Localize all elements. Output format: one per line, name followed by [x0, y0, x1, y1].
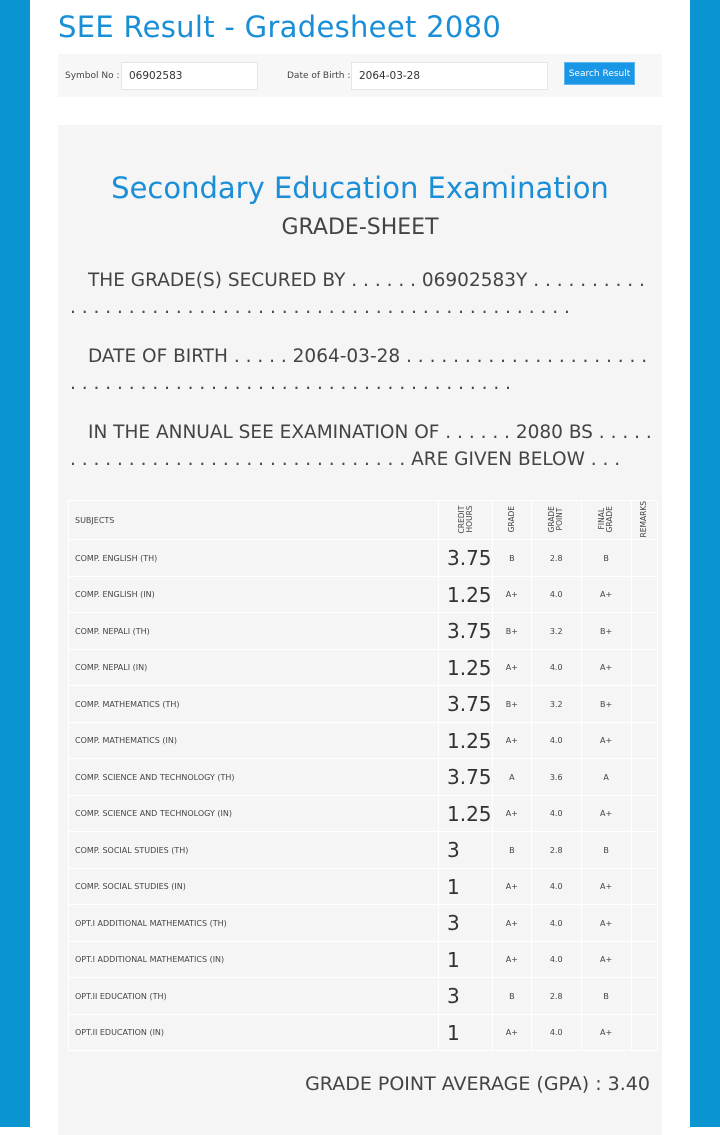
subject-cell: OPT.II EDUCATION (TH): [69, 978, 439, 1015]
subject-cell: COMP. SCIENCE AND TECHNOLOGY (IN): [69, 795, 439, 832]
subject-cell: COMP. SOCIAL STUDIES (IN): [69, 868, 439, 905]
column-header-label: FINAL GRADE: [597, 506, 615, 533]
right-border: [690, 0, 720, 1127]
table-row: [69, 795, 658, 832]
grade-sheet-heading: GRADE-SHEET: [281, 215, 439, 240]
grade-cell: B: [493, 978, 532, 1015]
column-header-label: REMARKS: [639, 501, 649, 538]
gpa: GRADE POINT AVERAGE (GPA) : 3.40: [305, 1073, 650, 1095]
search-form: [58, 54, 662, 97]
search-result-button[interactable]: Search Result: [564, 62, 635, 85]
credit-hours-cell: 1: [439, 941, 493, 978]
credit-hours-cell: 3: [439, 832, 493, 869]
final-grade-cell: B+: [581, 613, 631, 650]
credit-hours-cell: 1.25: [439, 576, 493, 613]
remarks-cell: [631, 978, 657, 1015]
grade-point-cell: 4.0: [531, 1014, 581, 1051]
credit-hours-cell: 3: [439, 905, 493, 942]
grade-point-cell: 4.0: [531, 905, 581, 942]
grade-point-cell: 2.8: [531, 540, 581, 577]
credit-hours-cell: 1: [439, 868, 493, 905]
remarks-cell: [631, 905, 657, 942]
column-header: [581, 501, 631, 540]
final-grade-cell: B+: [581, 686, 631, 723]
grade-point-cell: 3.6: [531, 759, 581, 796]
grade-point-cell: 3.2: [531, 686, 581, 723]
remarks-cell: [631, 576, 657, 613]
subject-cell: COMP. SCIENCE AND TECHNOLOGY (TH): [69, 759, 439, 796]
table-row: [69, 540, 658, 577]
grade-cell: A+: [493, 905, 532, 942]
final-grade-cell: A+: [581, 722, 631, 759]
exam-heading: Secondary Education Examination: [111, 171, 609, 205]
credit-hours-cell: 3.75: [439, 686, 493, 723]
column-header-label: CREDIT HOURS: [456, 505, 474, 534]
grade-cell: A+: [493, 868, 532, 905]
subject-cell: COMP. ENGLISH (TH): [69, 540, 439, 577]
dob-label: Date of Birth :: [287, 71, 351, 81]
final-grade-cell: B: [581, 832, 631, 869]
credit-hours-cell: 3.75: [439, 613, 493, 650]
remarks-cell: [631, 722, 657, 759]
grade-cell: A+: [493, 795, 532, 832]
credit-hours-cell: 1.25: [439, 795, 493, 832]
table-row: [69, 868, 658, 905]
grade-point-cell: 2.8: [531, 832, 581, 869]
grade-cell: B: [493, 540, 532, 577]
subject-cell: OPT.I ADDITIONAL MATHEMATICS (IN): [69, 941, 439, 978]
grade-point-cell: 4.0: [531, 868, 581, 905]
final-grade-cell: B: [581, 540, 631, 577]
exam-line: IN THE ANNUAL SEE EXAMINATION OF . . . . . . 2080 BS . . . . . . . . . . . . . . . . . . . . . . . . . . . . . . . . . . ARE GIVEN BELOW . . .: [70, 422, 652, 470]
table-row: [69, 686, 658, 723]
credit-hours-cell: 3: [439, 978, 493, 1015]
table-row: [69, 905, 658, 942]
subject-cell: COMP. ENGLISH (IN): [69, 576, 439, 613]
final-grade-cell: B: [581, 978, 631, 1015]
table-row: [69, 759, 658, 796]
grade-cell: B+: [493, 686, 532, 723]
final-grade-cell: A+: [581, 905, 631, 942]
table-row: [69, 941, 658, 978]
subject-cell: COMP. MATHEMATICS (IN): [69, 722, 439, 759]
remarks-cell: [631, 1014, 657, 1051]
left-border: [0, 0, 30, 1127]
final-grade-cell: A+: [581, 1014, 631, 1051]
grade-point-cell: 4.0: [531, 576, 581, 613]
final-grade-cell: A+: [581, 795, 631, 832]
column-header-label: SUBJECTS: [75, 515, 115, 525]
column-header-label: GRADE: [506, 506, 516, 533]
grade-cell: A+: [493, 722, 532, 759]
credit-hours-cell: 3.75: [439, 540, 493, 577]
symbol-label: Symbol No :: [65, 71, 120, 81]
final-grade-cell: A+: [581, 576, 631, 613]
credit-hours-cell: 3.75: [439, 759, 493, 796]
subject-cell: COMP. MATHEMATICS (TH): [69, 686, 439, 723]
subject-cell: COMP. NEPALI (TH): [69, 613, 439, 650]
table-row: [69, 576, 658, 613]
column-header-label: GRADE POINT: [547, 506, 565, 533]
credit-hours-cell: 1.25: [439, 722, 493, 759]
remarks-cell: [631, 649, 657, 686]
column-header: [439, 501, 493, 540]
grade-point-cell: 3.2: [531, 613, 581, 650]
remarks-cell: [631, 613, 657, 650]
final-grade-cell: A+: [581, 868, 631, 905]
symbol-input[interactable]: 06902583: [121, 62, 258, 90]
grade-point-cell: 4.0: [531, 795, 581, 832]
column-header: [493, 501, 532, 540]
table-row: [69, 649, 658, 686]
grade-point-cell: 4.0: [531, 649, 581, 686]
grade-point-cell: 2.8: [531, 978, 581, 1015]
remarks-cell: [631, 686, 657, 723]
table-row: [69, 832, 658, 869]
column-header: [631, 501, 657, 540]
table-row: [69, 978, 658, 1015]
credit-hours-cell: 1.25: [439, 649, 493, 686]
remarks-cell: [631, 868, 657, 905]
final-grade-cell: A+: [581, 649, 631, 686]
dob-input[interactable]: 2064-03-28: [351, 62, 548, 90]
remarks-cell: [631, 540, 657, 577]
remarks-cell: [631, 941, 657, 978]
final-grade-cell: A: [581, 759, 631, 796]
remarks-cell: [631, 832, 657, 869]
grade-cell: A+: [493, 941, 532, 978]
grade-cell: A+: [493, 1014, 532, 1051]
grade-sheet: [58, 125, 662, 1135]
grade-cell: B+: [493, 613, 532, 650]
final-grade-cell: A+: [581, 941, 631, 978]
dob-line: DATE OF BIRTH . . . . . 2064-03-28 . . . . . . . . . . . . . . . . . . . . . . . . . . . . . . . . . . . . . . . . . . . . . . . . . . . . . . . . . . .: [70, 346, 648, 394]
grade-point-cell: 4.0: [531, 722, 581, 759]
subject-cell: COMP. SOCIAL STUDIES (TH): [69, 832, 439, 869]
column-header: [69, 501, 439, 540]
credit-hours-cell: 1: [439, 1014, 493, 1051]
grade-point-cell: 4.0: [531, 941, 581, 978]
remarks-cell: [631, 795, 657, 832]
table-row: [69, 1014, 658, 1051]
table-row: [69, 613, 658, 650]
grade-cell: B: [493, 832, 532, 869]
subject-cell: OPT.I ADDITIONAL MATHEMATICS (TH): [69, 905, 439, 942]
grade-cell: A+: [493, 649, 532, 686]
remarks-cell: [631, 759, 657, 796]
secured-by-line: THE GRADE(S) SECURED BY . . . . . . 06902583Y . . . . . . . . . . . . . . . . . . . . . . . . . . . . . . . . . . . . . . . . . . . . . . . . . . . . .: [70, 270, 645, 318]
table-row: [69, 722, 658, 759]
grades-table: [68, 500, 658, 1051]
grade-cell: A+: [493, 576, 532, 613]
subject-cell: COMP. NEPALI (IN): [69, 649, 439, 686]
column-header: [531, 501, 581, 540]
subject-cell: OPT.II EDUCATION (IN): [69, 1014, 439, 1051]
grade-cell: A: [493, 759, 532, 796]
page-title: SEE Result - Gradesheet 2080: [58, 10, 502, 44]
